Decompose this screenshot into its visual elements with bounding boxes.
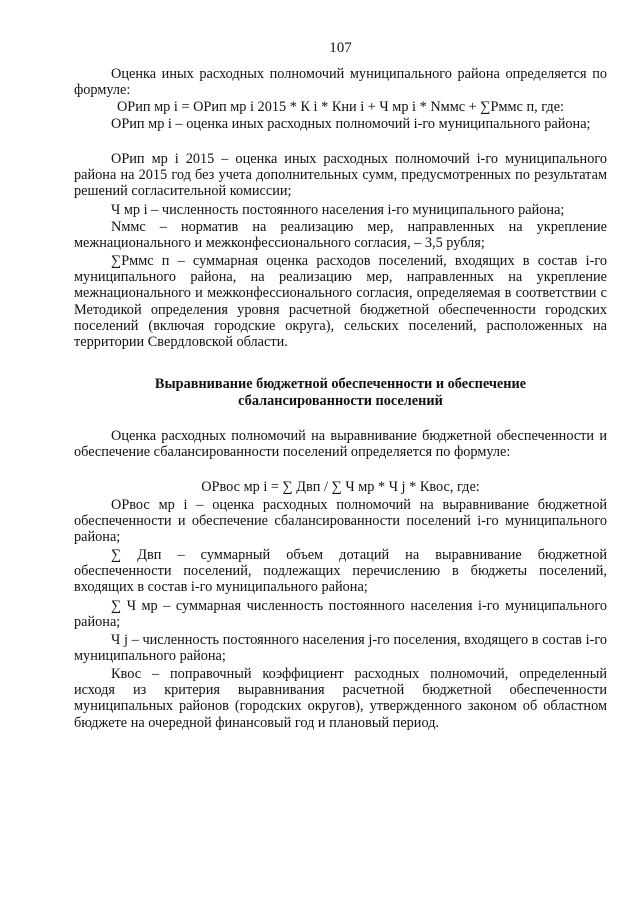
s1-def-ch: Ч мр i – численность постоянного населения i-го муниципального района; bbox=[111, 202, 565, 218]
s2-def-dvp: ∑ Двп – суммарный объем дотаций на выравнивание бюджетной обеспеченности поселений, подлежащих перечислению в бюджеты поселений, входящих в состав i-го муниципального района; bbox=[74, 547, 607, 596]
section-heading-line1: Выравнивание бюджетной обеспеченности и обеспечение bbox=[154, 376, 527, 392]
s1-formula: ОРип мр i = ОРип мр i 2015 * К i * Кни i + Ч мр i * Nммс + ∑Рммс п, где: bbox=[116, 99, 565, 115]
s1-def-orip-2015: ОРип мр i 2015 – оценка иных расходных полномочий i-го муниципального района на 2015 год без учета дополнительных сумм, предусмотренных по результатам решений согласительной комиссии; bbox=[74, 151, 607, 200]
s2-def-orvos: ОРвос мр i – оценка расходных полномочий на выравнивание бюджетной обеспеченности и обеспечение сбалансированности поселений i-го муниципального района; bbox=[74, 497, 607, 546]
s1-def-sum-rmms: ∑Рммс п – суммарная оценка расходов поселений, входящих в состав i-го муниципального района, на реализацию мер, направленных на укрепление межнационального и межконфессионального согласия, определяемая в соответствии с Методикой определения уровня расчетной бюджетной обеспеченности городских поселений (включая городские округа), сельских поселений, расположенных на территории Свердловской области. bbox=[74, 253, 607, 351]
s1-def-nmms: Nммс – норматив на реализацию мер, направленных на укрепление межнационального и межконфессионального согласия, – 3,5 рубля; bbox=[74, 219, 607, 252]
s2-intro: Оценка расходных полномочий на выравнивание бюджетной обеспеченности и обеспечение сбалансированности поселений определяется по формуле: bbox=[74, 428, 607, 461]
s1-def-orip: ОРип мр i – оценка иных расходных полномочий i-го муниципального района; bbox=[111, 116, 591, 132]
s1-intro: Оценка иных расходных полномочий муниципального района определяется по формуле: bbox=[74, 66, 607, 99]
s2-def-kvos: Квос – поправочный коэффициент расходных полномочий, определенный исходя из критерия выравнивания расчетной бюджетной обеспеченности муниципальных районов (городских округов), утвержденного законом об областном бюджете на очередной финансовый год и плановый период. bbox=[74, 666, 607, 731]
s2-formula: ОРвос мр i = ∑ Двп / ∑ Ч мр * Ч j * Квос, где: bbox=[201, 479, 480, 495]
page-number: 107 bbox=[329, 40, 352, 56]
s2-def-ch-mr: ∑ Ч мр – суммарная численность постоянного населения i-го муниципального района; bbox=[74, 598, 607, 631]
s2-def-ch-j: Ч j – численность постоянного населения j-го поселения, входящего в состав i-го муниципального района; bbox=[74, 632, 607, 665]
section-heading-line2: сбалансированности поселений bbox=[238, 393, 443, 409]
